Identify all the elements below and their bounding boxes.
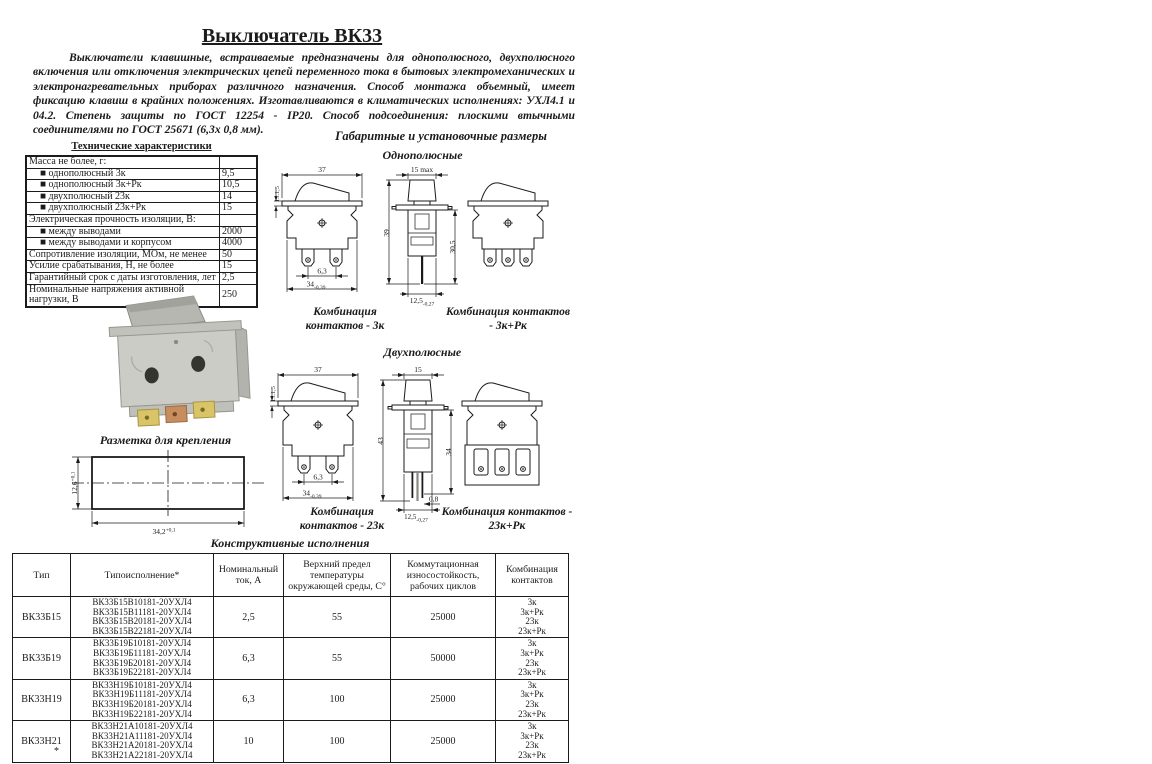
- dim-label-key-width: 15 max: [410, 165, 434, 174]
- version-row: [13, 597, 569, 638]
- version-row: [13, 679, 569, 720]
- tech-row: Усилие срабатывания, Н, не более 15: [26, 261, 257, 273]
- tech-characteristics-table: [25, 155, 258, 308]
- contacts-cell: 3к 3к+Рк 23к 23к+Рк: [496, 679, 569, 720]
- dim-label-depth: $12,5_{-0,27}$: [409, 296, 435, 308]
- double-pole-side-drawing: [372, 361, 464, 524]
- dim-label-cutout-height: $12,6^{+0,1}$: [70, 471, 79, 495]
- dim-label-height-total: 43: [376, 437, 385, 445]
- dim-label-depth: $12,5_{-0,27}$: [404, 513, 428, 524]
- contacts-cell: 3к 3к+Рк 23к 23к+Рк: [496, 721, 569, 762]
- tech-row: Сопротивление изоляции, МОм, не менее 50: [26, 249, 257, 261]
- current-cell: 6,3: [214, 679, 284, 720]
- version-row: [13, 721, 569, 762]
- footnote-asterisk: *: [54, 746, 59, 757]
- caption-contacts-23k-rk: Комбинация контактов - 23к+Рк: [441, 506, 573, 532]
- versions-heading: Конструктивные исполнения: [210, 536, 370, 550]
- dim-label-pitch: 6,3: [317, 266, 327, 276]
- tech-row: ■ однополюсный 3к 9,5: [26, 168, 257, 180]
- tech-row: Электрическая прочность изоляции, В:: [26, 214, 257, 226]
- caption-contacts-3k-rk: Комбинация контактов - 3к+Рк: [446, 306, 570, 332]
- tech-row: ■ однополюсный 3к+Рк 10,5: [26, 180, 257, 192]
- double-pole-front-23k-rk-drawing: [452, 361, 552, 511]
- cycles-cell: 25000: [391, 597, 496, 638]
- dim-label-height-under: 30,5: [448, 240, 457, 254]
- temp-cell: 55: [284, 638, 391, 679]
- current-cell: 6,3: [214, 638, 284, 679]
- tech-row: ■ двухполюсный 23к+Рк 15: [26, 203, 257, 215]
- versions-cell: ВК33Н21А10181-20УХЛ4 ВК33Н21А11181-20УХЛ4 ВК33Н21А20181-20УХЛ4 ВК33Н21А22181-20УХЛ4: [71, 721, 214, 762]
- type-cell: ВК33Б19: [13, 638, 71, 679]
- dim-label-key-width: 15: [414, 365, 422, 374]
- current-cell: 2,5: [214, 597, 284, 638]
- cycles-cell: 25000: [391, 679, 496, 720]
- versions-cell: ВК33Б15В10181-20УХЛ4 ВК33Б15В11181-20УХЛ4 ВК33Б15В20181-20УХЛ4 ВК33Б15В22181-20УХЛ4: [71, 597, 214, 638]
- mounting-drawing: [42, 449, 292, 537]
- single-pole-front-3k-drawing: [272, 161, 372, 305]
- temp-cell: 100: [284, 721, 391, 762]
- dim-label-width: 37: [318, 165, 326, 174]
- dim-label-body-width: $34_{-0,39}$: [306, 279, 326, 291]
- contacts-cell: 3к 3к+Рк 23к 23к+Рк: [496, 638, 569, 679]
- dimensions-heading: Габаритные и установочные размеры: [335, 129, 547, 143]
- dim-label-height-total: 39: [382, 229, 391, 237]
- product-photo: [85, 296, 270, 426]
- version-row: [13, 638, 569, 679]
- versions-table: [12, 553, 569, 763]
- double-pole-heading: Двухполюсные: [383, 345, 462, 359]
- caption-contacts-23k: Комбинация контактов - 23к: [299, 506, 385, 532]
- type-cell: ВК33Н19: [13, 679, 71, 720]
- tech-row: Номинальные напряжения активной нагрузки, В 250: [26, 284, 257, 307]
- contacts-cell: 3к 3к+Рк 23к 23к+Рк: [496, 597, 569, 638]
- temp-cell: 100: [284, 679, 391, 720]
- mounting-heading: Разметка для крепления: [99, 433, 232, 447]
- type-cell: ВК33Б15: [13, 597, 71, 638]
- tech-row: Масса не более, г:: [26, 156, 257, 168]
- page-title: Выключатель ВК33: [201, 25, 383, 47]
- intro-paragraph: Выключатели клавишные, встраиваемые предназначены для однополюсного, двухполюсного включения или отключения электрических цепей переменного тока в бытовых электромеханических и электронагревательных приборах различного назначения. Способ монтажа объемный, имеет фиксацию клавиш в крайних положениях. Изготавливаются в климатических исполнениях: УХЛ4.1 и 04.2. Степень защиты по ГОСТ 12254 - IP20. Способ подсоединения: плоскими втычными соединителями по ГОСТ 25671 (6,3х 0,8 мм).: [33, 51, 575, 137]
- current-cell: 10: [214, 721, 284, 762]
- tech-characteristics-title: Технические характеристики: [71, 141, 212, 152]
- dim-label-cutout-width: $34,2^{+0,1}$: [152, 527, 176, 536]
- dim-label-width: 37: [314, 365, 322, 374]
- dim-label-flange: 1...1,5: [270, 386, 277, 402]
- dim-label-pin: 0,8: [429, 494, 439, 504]
- dim-label-height-under: 34: [444, 448, 453, 456]
- dim-label-pitch: 6,3: [313, 472, 323, 482]
- versions-table-header: Тип Типоисполнение* Номинальный ток, А Верхний предел температуры окружающей среды, С° Коммутационная износостойкость, рабочих циклов Комбинация контактов: [13, 554, 569, 597]
- type-cell: ВК33Н21: [13, 721, 71, 762]
- single-pole-front-3k-rk-drawing: [458, 161, 558, 305]
- temp-cell: 55: [284, 597, 391, 638]
- cycles-cell: 25000: [391, 721, 496, 762]
- tech-row: ■ двухполюсный 23к 14: [26, 191, 257, 203]
- versions-cell: ВК33Б19Б10181-20УХЛ4 ВК33Б19Б11181-20УХЛ4 ВК33Б19Б20181-20УХЛ4 ВК33Б19Б22181-20УХЛ4: [71, 638, 214, 679]
- single-pole-heading: Однополюсные: [382, 148, 463, 162]
- tech-row: Гарантийный срок с даты изготовления, лет 2,5: [26, 272, 257, 284]
- versions-cell: ВК33Н19Б10181-20УХЛ4 ВК33Н19Б11181-20УХЛ4 ВК33Н19Б20181-20УХЛ4 ВК33Н19Б22181-20УХЛ4: [71, 679, 214, 720]
- dim-label-body-width: $34_{-0,39}$: [302, 488, 322, 500]
- single-pole-side-drawing: [380, 161, 464, 308]
- caption-contacts-3k: Комбинация контактов - 3к: [305, 306, 385, 332]
- cycles-cell: 50000: [391, 638, 496, 679]
- tech-row: ■ между выводами и корпусом 4000: [26, 238, 257, 250]
- dim-label-flange: 1...1,5: [274, 186, 281, 202]
- tech-row: ■ между выводами 2000: [26, 226, 257, 238]
